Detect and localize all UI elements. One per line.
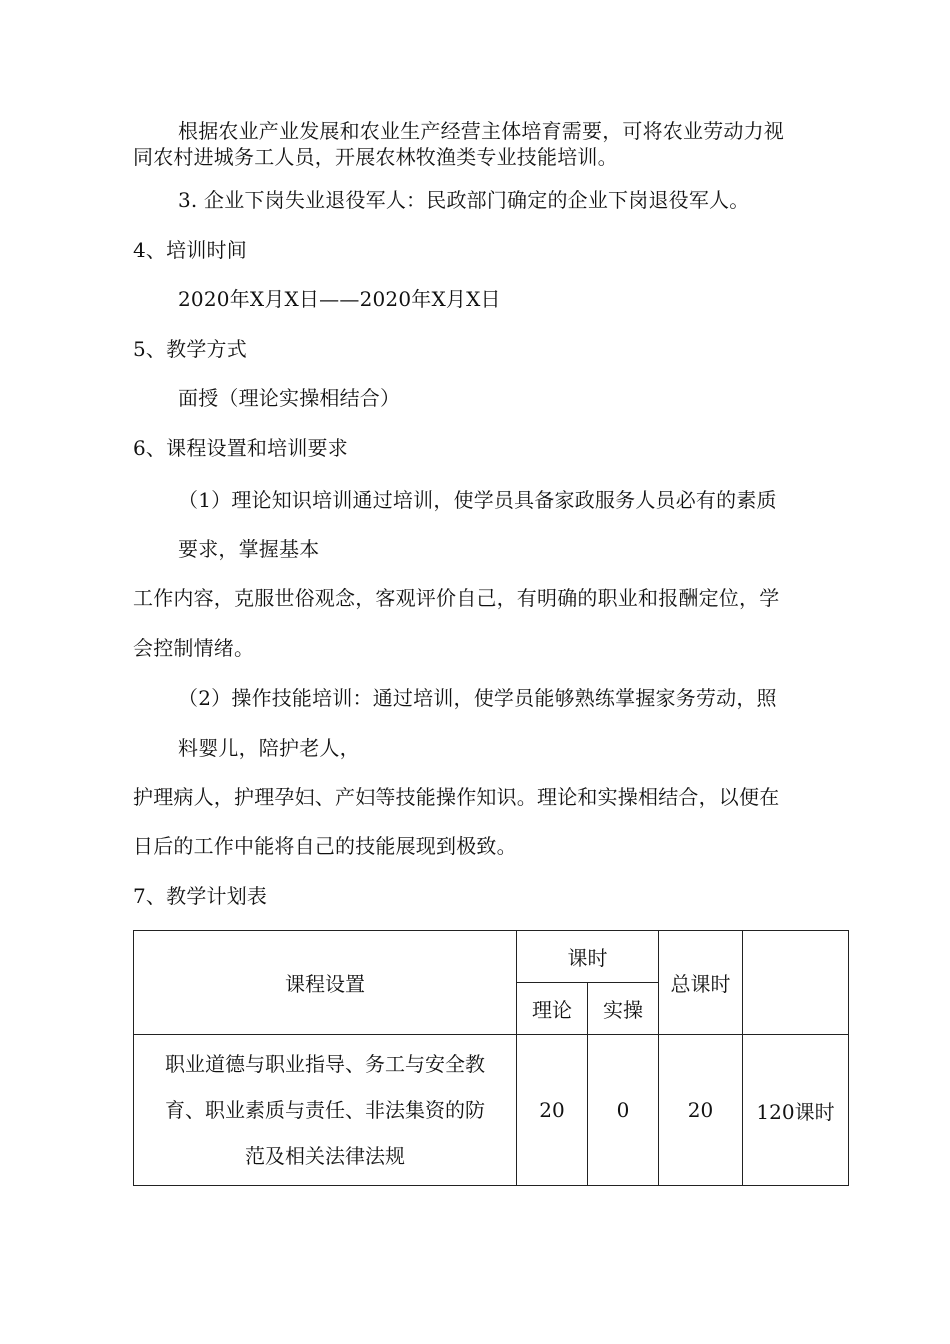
- grand-total-cell: 120课时: [743, 1035, 849, 1186]
- list-item-3: 3. 企业下岗失业退役军人：民政部门确定的企业下岗退役军人。: [178, 188, 750, 212]
- paragraph-line: 同农村进城务工人员，开展农林牧渔类专业技能培训。: [133, 145, 618, 169]
- requirement-2-line: 料婴儿，陪护老人，: [178, 736, 360, 760]
- header-empty-cell: [743, 931, 849, 1035]
- section-heading-4: 4、培训时间: [133, 238, 247, 262]
- table-row: [134, 1035, 849, 1186]
- section-heading-6: 6、课程设置和培训要求: [133, 436, 348, 460]
- section-heading-7: 7、教学计划表: [133, 884, 268, 908]
- course-name-line: 育、职业素质与责任、非法集资的防: [165, 1098, 485, 1122]
- header-theory: 理论: [517, 983, 588, 1035]
- requirement-2-line: 护理病人，护理孕妇、产妇等技能操作知识。理论和实操相结合，以便在: [133, 785, 780, 809]
- practice-hours-cell: 0: [588, 1035, 659, 1186]
- header-course: 课程设置: [134, 931, 517, 1035]
- paragraph-line: 根据农业产业发展和农业生产经营主体培育需要，可将农业劳动力视: [178, 119, 784, 143]
- requirement-1-line: 会控制情绪。: [133, 636, 255, 660]
- total-hours-cell: 20: [659, 1035, 743, 1186]
- section-heading-5: 5、教学方式: [133, 337, 247, 361]
- course-name-line: 范及相关法律法规: [245, 1144, 405, 1168]
- header-practice: 实操: [588, 983, 659, 1035]
- training-time: 2020年X月X日——2020年X月X日: [178, 287, 501, 311]
- requirement-1-line: 要求，掌握基本: [178, 537, 320, 561]
- requirement-1-line: 工作内容，克服世俗观念，客观评价自己，有明确的职业和报酬定位，学: [133, 586, 780, 610]
- course-name-cell: [134, 1035, 517, 1186]
- requirement-1-line: （1）理论知识培训通过培训，使学员具备家政服务人员必有的素质: [178, 488, 777, 512]
- teaching-plan-table: [133, 930, 849, 1186]
- theory-hours-cell: 20: [517, 1035, 588, 1186]
- header-hours: 课时: [517, 931, 659, 983]
- teaching-method: 面授（理论实操相结合）: [178, 386, 401, 410]
- requirement-2-line: 日后的工作中能将自己的技能展现到极致。: [133, 834, 517, 858]
- course-name-line: 职业道德与职业指导、务工与安全教: [165, 1052, 485, 1076]
- header-total-hours: 总课时: [659, 931, 743, 1035]
- table-header-row: [134, 931, 849, 983]
- requirement-2-line: （2）操作技能培训：通过培训，使学员能够熟练掌握家务劳动，照: [178, 686, 777, 710]
